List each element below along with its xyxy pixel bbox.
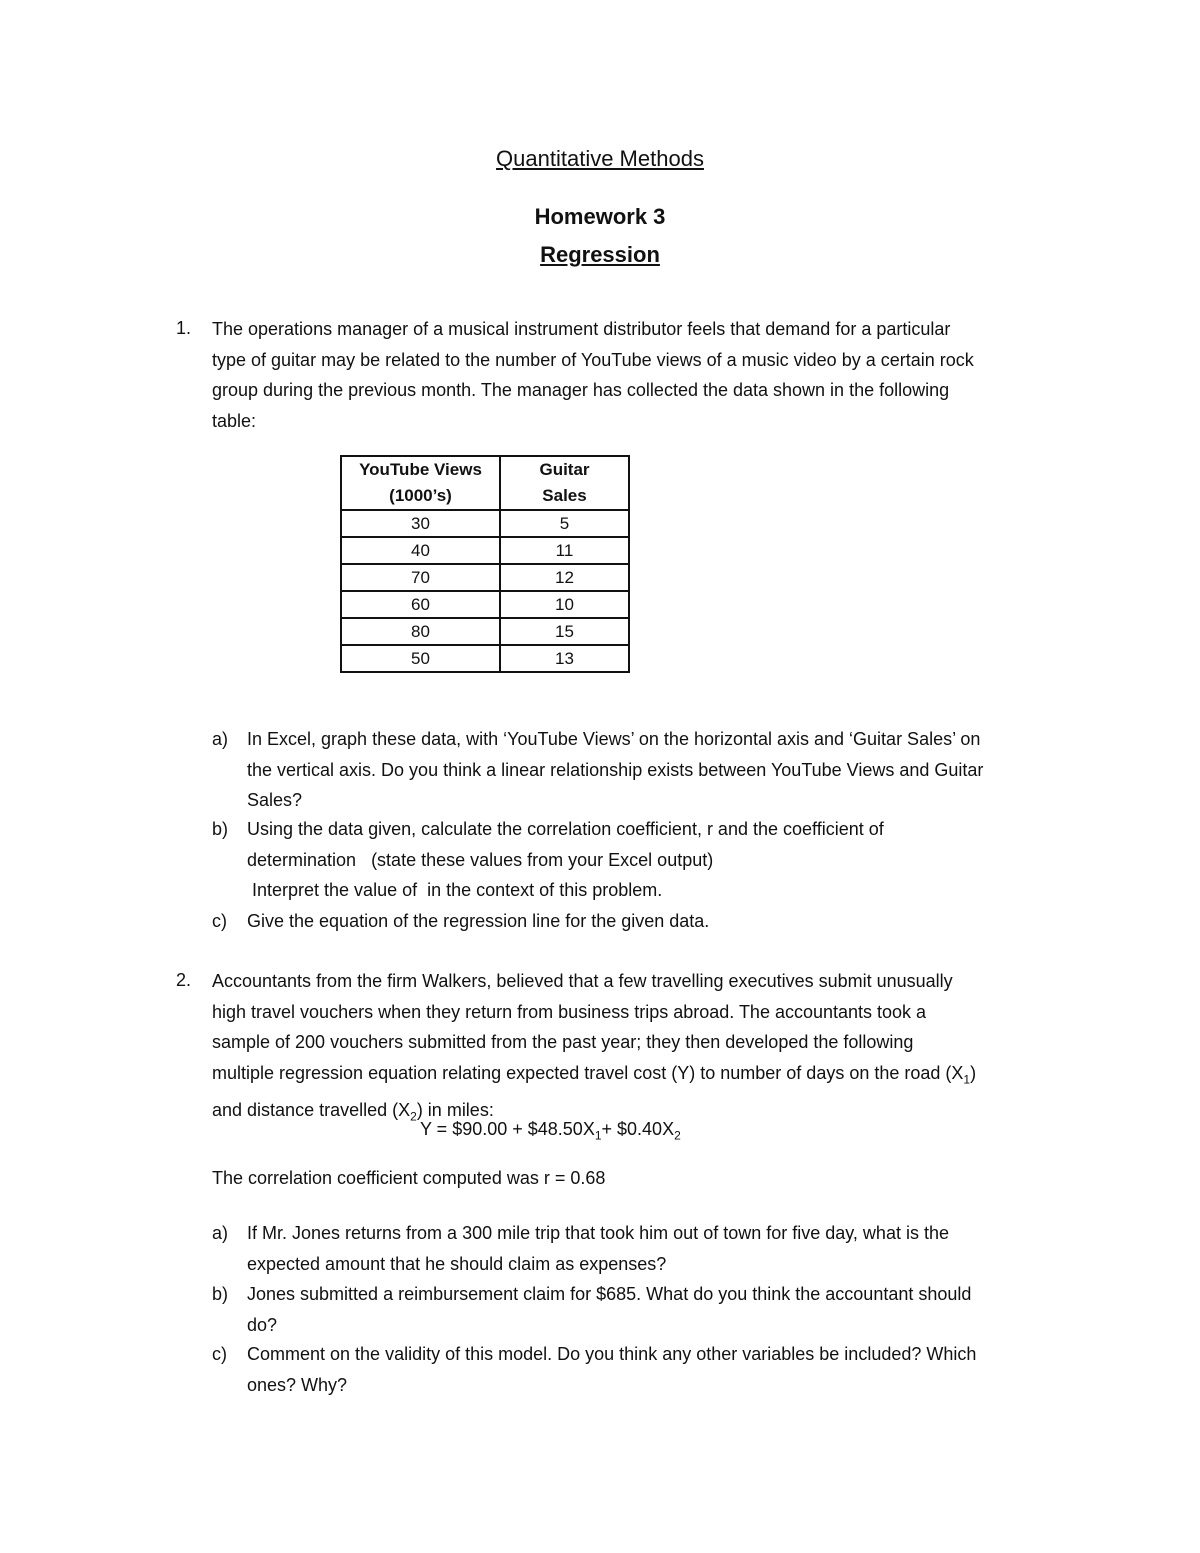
table-cell: 50 xyxy=(341,645,500,672)
table-row xyxy=(341,537,629,564)
question-2-part-b: b) Jones submitted a reimbursement claim for $685. What do you think the accountant should do? xyxy=(212,1279,1112,1341)
correlation-statement: The correlation coefficient computed was r = 0.68 xyxy=(212,1168,606,1188)
table-cell: 13 xyxy=(500,645,629,672)
table-cell: 60 xyxy=(341,591,500,618)
table-cell: 10 xyxy=(500,591,629,618)
question-2-line: Accountants from the firm Walkers, believed that a few travelling executives submit unusually xyxy=(212,971,953,991)
question-1-part-a: a) In Excel, graph these data, with ‘YouTube Views’ on the horizontal axis and ‘Guitar Sales’ on the vertical axis. Do you think a linear relationship exists between YouTube Views and Guitar Sales? xyxy=(212,724,1112,816)
topic-title: Regression xyxy=(540,242,660,267)
table-row xyxy=(341,645,629,672)
question-1-text xyxy=(212,314,974,436)
part-label: b) xyxy=(212,1284,229,1304)
table-header-sales: Guitar Sales xyxy=(500,456,629,510)
course-title: Quantitative Methods xyxy=(496,146,704,171)
part-label: c) xyxy=(212,1344,227,1364)
question-1-line: table: xyxy=(212,410,257,431)
part-label: b) xyxy=(212,819,229,839)
question-1-line: The operations manager of a musical instrument distributor feels that demand for a particular xyxy=(212,319,951,339)
table-cell: 80 xyxy=(341,618,500,645)
table-row xyxy=(341,591,629,618)
part-label: a) xyxy=(212,1223,229,1243)
part-label: c) xyxy=(212,911,227,931)
table-cell: 15 xyxy=(500,618,629,645)
part-label: a) xyxy=(212,729,229,749)
question-1-part-c: c) Give the equation of the regression line for the given data. xyxy=(212,906,1112,937)
question-2-part-a: a) If Mr. Jones returns from a 300 mile trip that took him out of town for five day, what is the expected amount that he should claim as expenses? xyxy=(212,1218,1112,1280)
table-cell: 40 xyxy=(341,537,500,564)
table-cell: 30 xyxy=(341,510,500,537)
table-header-views: YouTube Views (1000’s) xyxy=(341,456,500,510)
table-cell: 11 xyxy=(500,537,629,564)
table-header-row xyxy=(341,456,629,510)
question-2-number: 2. xyxy=(176,970,192,990)
table-cell: 12 xyxy=(500,564,629,591)
table-row xyxy=(341,618,629,645)
table-cell: 70 xyxy=(341,564,500,591)
question-2-line: sample of 200 vouchers submitted from the past year; they then developed the following xyxy=(212,1032,914,1052)
homework-title: Homework 3 xyxy=(534,204,666,229)
data-table xyxy=(340,455,630,673)
question-1-number: 1. xyxy=(176,318,192,338)
question-2-line: multiple regression equation relating expected travel cost (Y) to number of days on the road $(X_1)$ xyxy=(212,1062,977,1087)
question-2-part-c: c) Comment on the validity of this model. Do you think any other variables be included? Which ones? Why? xyxy=(212,1339,1112,1401)
question-2-line: high travel vouchers when they return from business trips abroad. The accountants took a xyxy=(212,1001,927,1022)
question-1-line: group during the previous month. The manager has collected the data shown in the following xyxy=(212,380,950,400)
question-1-part-b: b) Using the data given, calculate the correlation coefficient, r and the coefficient of determination (state these values from your Excel output) Interpret the value of in the context of this problem. xyxy=(212,814,1112,906)
question-1-line: type of guitar may be related to the number of YouTube views of a music video by a certain rock xyxy=(212,349,974,370)
table-row xyxy=(341,510,629,537)
question-2-line: and distance travelled $(X_2)$ in miles: xyxy=(212,1099,494,1124)
question-2-text xyxy=(212,966,976,1132)
regression-equation: Y = $90.00 + $\$48.50X_1+$ $\$0.40X_2$ xyxy=(420,1119,681,1143)
table-cell: 5 xyxy=(500,510,629,537)
table-row xyxy=(341,564,629,591)
